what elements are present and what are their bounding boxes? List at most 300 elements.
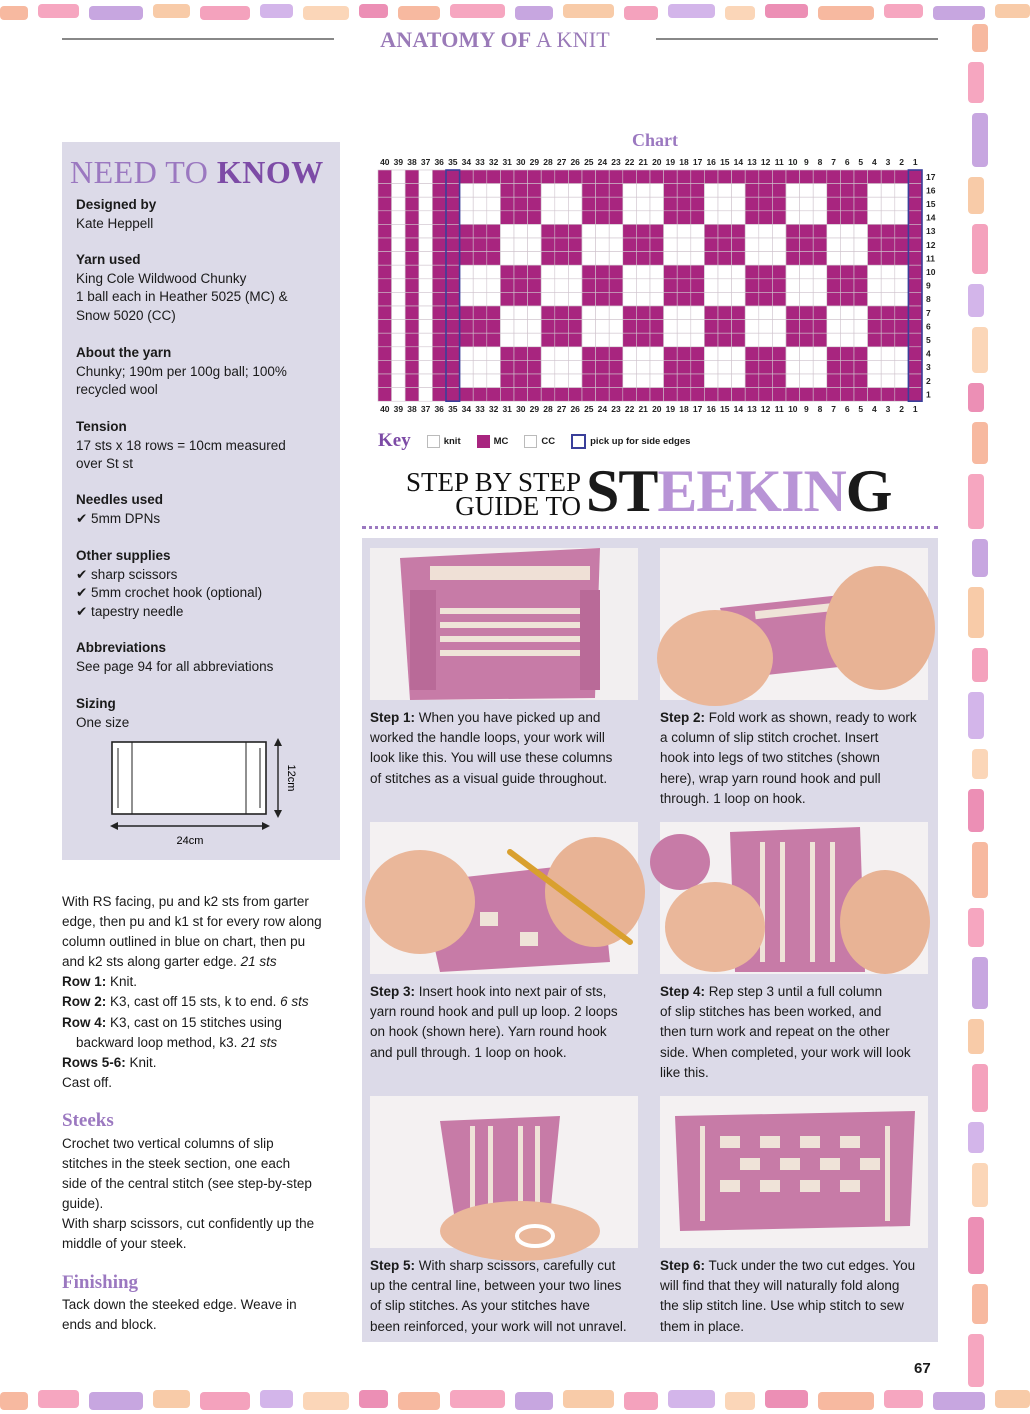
border-tile [884, 1390, 923, 1408]
chart-cell [623, 347, 637, 361]
chart-cell [827, 170, 841, 184]
step-line [660, 1002, 932, 1022]
border-tile [968, 1019, 984, 1054]
chart-cell [487, 306, 501, 320]
column-tick-label-top: 3 [885, 157, 891, 167]
chart-cell [786, 279, 800, 293]
row-tick-label: 1 [926, 389, 931, 400]
chart-cell [718, 211, 732, 225]
chart-cell [487, 347, 501, 361]
chart-cell [514, 224, 528, 238]
chart-cell [704, 238, 718, 252]
column-tick-label-bottom: 16 [706, 404, 716, 415]
chart-cell [854, 224, 868, 238]
border-tile [972, 648, 988, 682]
chart-cell [786, 252, 800, 266]
chart-cell [460, 197, 474, 211]
chart-cell [378, 211, 392, 225]
chart-cell [718, 197, 732, 211]
chart-cell [704, 347, 718, 361]
chart-cell [446, 224, 460, 238]
chart-cell [759, 252, 773, 266]
chart-cell [460, 170, 474, 184]
chart-cell [745, 333, 759, 347]
chart-cell [555, 211, 569, 225]
chart-cell [664, 306, 678, 320]
chart-cell [650, 320, 664, 334]
steps-panel [362, 538, 938, 1342]
chart-cell [772, 388, 786, 402]
column-tick-label-top: 29 [529, 157, 540, 167]
chart-cell [636, 279, 650, 293]
chart-cell [718, 320, 732, 334]
chart-cell [827, 333, 841, 347]
chart-cell [677, 279, 691, 293]
chart-cell [541, 224, 555, 238]
steeks-text [62, 1134, 352, 1255]
border-tile [765, 1390, 808, 1408]
chart-cell [677, 320, 691, 334]
chart-cell [704, 306, 718, 320]
chart-cell [813, 211, 827, 225]
column-tick-label-bottom: 34 [461, 404, 472, 415]
finishing-text [62, 1295, 352, 1335]
chart-cell [732, 211, 746, 225]
chart-cell [582, 279, 596, 293]
border-tile [972, 749, 988, 779]
border-tile [398, 1392, 440, 1410]
chart-cell [704, 333, 718, 347]
chart-cell [528, 170, 542, 184]
chart-cell [568, 252, 582, 266]
finishing-heading: Finishing [62, 1272, 139, 1293]
chart-cell [541, 347, 555, 361]
border-tile [624, 6, 658, 20]
header-rule-right [656, 38, 938, 40]
chart-cell [419, 347, 433, 361]
chart-cell [473, 252, 487, 266]
column-tick-label-top: 25 [584, 157, 594, 167]
chart-cell [813, 374, 827, 388]
chart-cell [881, 265, 895, 279]
border-tile [995, 4, 1030, 18]
chart-cell [840, 197, 854, 211]
column-tick-label-bottom: 17 [692, 404, 703, 415]
chart-cell [392, 252, 406, 266]
chart-cell [609, 211, 623, 225]
chart-cell [827, 292, 841, 306]
height-arrow-head-top [274, 738, 282, 746]
key-swatch-mc [477, 435, 490, 448]
chart-cell [745, 238, 759, 252]
border-tile [260, 4, 293, 18]
chart-cell [908, 252, 922, 266]
chart-cell [555, 170, 569, 184]
chart-cell [704, 292, 718, 306]
chart-cell [432, 306, 446, 320]
chart-cell [677, 292, 691, 306]
chart-cell [623, 320, 637, 334]
chart-cell [650, 374, 664, 388]
chart-cell [691, 211, 705, 225]
chart-cell [677, 197, 691, 211]
chart-cell [854, 252, 868, 266]
chart-cell [392, 184, 406, 198]
chart-cell [378, 224, 392, 238]
chart-key [378, 430, 706, 452]
border-tile [884, 4, 923, 18]
chart-cell [432, 374, 446, 388]
chart-cell [514, 265, 528, 279]
need-to-know-section [76, 251, 334, 325]
chart-cell [840, 360, 854, 374]
column-tick-label-top: 37 [420, 157, 431, 167]
row-4-continued [62, 1033, 352, 1053]
chart-cell [596, 197, 610, 211]
step-line [660, 1317, 932, 1337]
chart-cell [378, 265, 392, 279]
chart-cell [827, 252, 841, 266]
chart-cell [405, 320, 419, 334]
steeks-line: guide). [62, 1196, 104, 1212]
row-tick-label: 3 [926, 362, 931, 373]
need-to-know-section [76, 344, 334, 400]
step-line [370, 708, 642, 728]
section-line: See page 94 for all abbreviations [76, 658, 274, 674]
border-tile [515, 1392, 553, 1410]
chart-cell [487, 388, 501, 402]
chart-cell [840, 170, 854, 184]
chart-cell [419, 374, 433, 388]
chart-cell [704, 265, 718, 279]
step-line [660, 708, 932, 728]
chart-cell [446, 388, 460, 402]
chart-cell [528, 224, 542, 238]
chart-cell [596, 224, 610, 238]
chart-cell [596, 333, 610, 347]
border-tile [818, 1392, 874, 1410]
row-label: Row 1: [62, 974, 107, 990]
chart-cell [800, 252, 814, 266]
chart-cell [432, 211, 446, 225]
chart-cell [623, 360, 637, 374]
chart-cell [636, 252, 650, 266]
step-line [370, 728, 642, 748]
chart-cell [664, 292, 678, 306]
chart-cell [392, 265, 406, 279]
step-label: Step 3: [370, 984, 416, 999]
section-heading: Abbreviations [76, 640, 167, 655]
chart-cell [460, 265, 474, 279]
section-line: One size [76, 714, 130, 730]
chart-cell [623, 292, 637, 306]
width-arrow-head-left [110, 822, 118, 830]
column-tick-label-top: 35 [448, 157, 458, 167]
chart-cell [405, 306, 419, 320]
step-line [660, 1296, 932, 1316]
column-tick-label-bottom: 20 [652, 404, 662, 415]
step-line [370, 1256, 642, 1276]
chart-cell [759, 170, 773, 184]
column-tick-label-top: 17 [692, 157, 703, 167]
chart-cell [514, 388, 528, 402]
column-tick-label-bottom: 8 [817, 404, 823, 415]
chart-cell [460, 252, 474, 266]
chart-cell [664, 238, 678, 252]
chart-cell [514, 306, 528, 320]
rows-5-6 [62, 1053, 352, 1073]
chart-cell [664, 333, 678, 347]
chart-cell [623, 374, 637, 388]
chart-cell [759, 360, 773, 374]
row-tick-label: 5 [926, 335, 931, 345]
chart-cell [759, 374, 773, 388]
row-label: Row 4: [62, 1014, 107, 1030]
chart-cell [881, 347, 895, 361]
chart-cell [745, 347, 759, 361]
border-tile [725, 1392, 755, 1410]
chart-cell [772, 347, 786, 361]
chart-cell [800, 374, 814, 388]
chart-cell [487, 170, 501, 184]
chart-cell [378, 170, 392, 184]
chart-cell [854, 197, 868, 211]
column-tick-label-top: 24 [597, 157, 608, 167]
chart-cell [868, 224, 882, 238]
header-title-bold: ANATOMY OF [380, 27, 532, 52]
step-3-photo [370, 822, 638, 974]
chart-cell [487, 333, 501, 347]
chart-cell [528, 320, 542, 334]
chart-cell [840, 238, 854, 252]
column-tick-label-bottom: 12 [760, 404, 771, 415]
chart-cell [446, 184, 460, 198]
column-tick-label-bottom: 7 [831, 404, 836, 415]
chart-cell [582, 388, 596, 402]
chart-cell [623, 211, 637, 225]
border-tile [968, 692, 984, 739]
step-label: Step 5: [370, 1258, 416, 1273]
chart-cell [881, 320, 895, 334]
chart-cell [881, 333, 895, 347]
step-line [660, 1022, 932, 1042]
chart-cell [378, 333, 392, 347]
step-text: and pull through. 1 loop on hook. [370, 1044, 567, 1060]
chart-cell [528, 197, 542, 211]
step-line [370, 1317, 642, 1337]
chart-cell [908, 306, 922, 320]
column-tick-label-bottom: 19 [665, 404, 676, 415]
step-line [660, 748, 932, 768]
chart-cell [541, 374, 555, 388]
pattern-intro-line: With RS facing, pu and k2 sts from garter [62, 894, 309, 909]
chart-cell [800, 211, 814, 225]
column-tick-label-bottom: 26 [570, 404, 580, 415]
key-item-mc [477, 435, 509, 448]
border-tile [153, 4, 190, 18]
chart-cell [582, 347, 596, 361]
chart-cell [500, 224, 514, 238]
chart-cell [419, 292, 433, 306]
border-tile [995, 1390, 1030, 1408]
chart-cell [895, 252, 909, 266]
chart-cell [568, 238, 582, 252]
chart-cell [568, 306, 582, 320]
step-3-illustration [370, 822, 638, 974]
chart-cell [460, 184, 474, 198]
chart-cell [691, 292, 705, 306]
step-text: then turn work and repeat on the other [660, 1024, 890, 1040]
header-rule-left [62, 38, 334, 40]
column-tick-label-top: 16 [706, 157, 716, 167]
chart-cell [677, 306, 691, 320]
chart-cell [881, 224, 895, 238]
section-header [340, 24, 650, 58]
chart-cell [854, 184, 868, 198]
row-text: K3, cast off 15 sts, k to end. [106, 994, 281, 1010]
steeks-line: side of the central stitch (see step-by-step [62, 1176, 312, 1192]
chart-cell [514, 360, 528, 374]
chart-cell [908, 211, 922, 225]
row-4 [62, 1013, 352, 1033]
chart-cell [800, 279, 814, 293]
chart-cell [772, 265, 786, 279]
step-3-text [370, 982, 642, 1063]
chart-cell [378, 374, 392, 388]
column-tick-label-bottom: 40 [380, 404, 390, 415]
chart-cell [895, 374, 909, 388]
chart-cell [596, 347, 610, 361]
column-tick-label-top: 7 [831, 157, 836, 167]
chart-cell [555, 388, 569, 402]
chart-cell [514, 211, 528, 225]
chart-cell [555, 197, 569, 211]
chart-cell [704, 197, 718, 211]
column-tick-label-bottom: 25 [584, 404, 594, 415]
chart-cell [718, 170, 732, 184]
need-to-know-section [76, 695, 334, 732]
chart-cell [881, 306, 895, 320]
step-line [370, 1043, 642, 1063]
top-decorative-border [0, 0, 1000, 24]
chart-cell [582, 333, 596, 347]
step-label: Step 2: [660, 710, 706, 725]
chart-cell [609, 347, 623, 361]
chart-cell [514, 333, 528, 347]
chart-cell [800, 184, 814, 198]
chart-cell [650, 388, 664, 402]
border-tile [968, 908, 984, 947]
chart-cell [514, 170, 528, 184]
chart-cell [609, 224, 623, 238]
chart-cell [528, 265, 542, 279]
chart-cell [487, 211, 501, 225]
row-tick-label: 11 [926, 253, 935, 264]
step-text: on hook (shown here). Yarn round hook [370, 1024, 607, 1040]
chart-cell [460, 347, 474, 361]
chart-cell [596, 360, 610, 374]
chart-cell [582, 374, 596, 388]
border-tile [200, 6, 250, 20]
chart-cell [473, 292, 487, 306]
chart-cell [555, 252, 569, 266]
chart-cell [718, 306, 732, 320]
chart-cell [487, 360, 501, 374]
chart-cell [718, 333, 732, 347]
chart-cell [745, 279, 759, 293]
chart-cell [568, 292, 582, 306]
steeks-heading: Steeks [62, 1110, 114, 1131]
chart-cell [609, 252, 623, 266]
chart-cell [392, 238, 406, 252]
chart-cell [732, 184, 746, 198]
chart-cell [895, 170, 909, 184]
stitch-count: 6 sts [280, 994, 309, 1010]
chart-cell [664, 197, 678, 211]
step-text: Rep step 3 until a full column [705, 984, 883, 999]
chart-cell [772, 197, 786, 211]
chart-cell [813, 360, 827, 374]
chart-cell [704, 224, 718, 238]
row-1 [62, 972, 352, 992]
chart-cell [596, 292, 610, 306]
chart-cell [800, 347, 814, 361]
row-tick-label: 15 [926, 199, 936, 209]
chart-cell [487, 374, 501, 388]
step-text: look like this. You will use these columns [370, 750, 613, 766]
border-tile [972, 24, 988, 52]
row-tick-label: 14 [926, 212, 936, 223]
chart-cell [582, 292, 596, 306]
step-text: of slip stitches. As your stitches have [370, 1298, 590, 1314]
pattern-instructions [62, 892, 352, 1093]
chart-cell [623, 333, 637, 347]
chart-cell [419, 197, 433, 211]
chart-cell [895, 306, 909, 320]
chart-cell [609, 360, 623, 374]
chart-cell [840, 292, 854, 306]
chart-cell [500, 211, 514, 225]
chart-cell [881, 184, 895, 198]
step-text: yarn round hook and pull up loop. 2 loops [370, 1004, 618, 1020]
chart-cell [827, 347, 841, 361]
chart-cell [446, 170, 460, 184]
column-tick-label-top: 36 [434, 157, 444, 167]
chart-cell [609, 265, 623, 279]
chart-cell [432, 388, 446, 402]
chart-cell [582, 360, 596, 374]
step-line [660, 1276, 932, 1296]
chart-cell [881, 360, 895, 374]
border-tile [933, 1392, 985, 1410]
chart-cell [908, 238, 922, 252]
chart-cell [813, 252, 827, 266]
column-tick-label-top: 18 [679, 157, 689, 167]
chart-cell [759, 320, 773, 334]
chart-cell [596, 279, 610, 293]
chart-cell [568, 374, 582, 388]
chart-cell [718, 238, 732, 252]
chart-cell [840, 224, 854, 238]
chart-cell [800, 320, 814, 334]
column-tick-label-bottom: 15 [720, 404, 730, 415]
need-to-know-section [76, 418, 334, 474]
step-text: been reinforced, your work will not unravel. [370, 1318, 627, 1334]
column-tick-label-top: 9 [804, 157, 809, 167]
chart-cell [541, 265, 555, 279]
chart-cell [487, 197, 501, 211]
chart-cell [840, 211, 854, 225]
